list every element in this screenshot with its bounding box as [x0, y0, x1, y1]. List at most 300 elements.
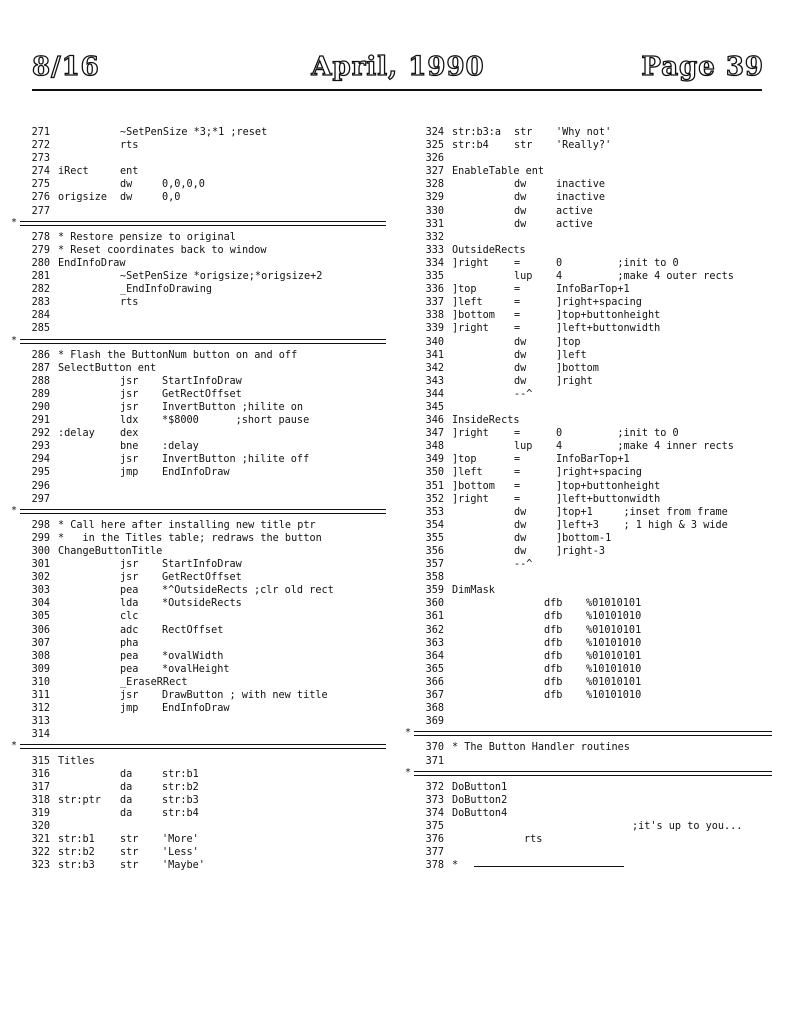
code-opcode: pha: [120, 637, 139, 649]
code-label: ]bottom: [452, 310, 495, 322]
line-number: 369: [425, 716, 444, 728]
line-number: 309: [31, 663, 50, 675]
code-line: [414, 218, 786, 231]
code-operand: 'More': [162, 834, 199, 846]
code-opcode: jmp: [120, 703, 139, 715]
code-opcode: dex: [120, 428, 139, 440]
code-line: [414, 362, 786, 375]
code-opcode: ~SetPenSize *3;*1 ;reset: [120, 127, 268, 138]
line-number: 303: [31, 585, 50, 597]
code-text: OutsideRects: [452, 244, 526, 256]
code-opcode: dfb: [544, 611, 563, 623]
code-line: [414, 322, 786, 335]
line-number: 347: [425, 428, 444, 440]
code-line: [414, 545, 786, 558]
code-line: [414, 558, 786, 571]
line-number: 307: [31, 637, 50, 649]
code-line: [20, 532, 400, 545]
line-number: 337: [425, 297, 444, 309]
code-opcode: dfb: [544, 598, 563, 610]
line-number: 320: [31, 820, 50, 832]
code-text: InsideRects: [452, 415, 520, 427]
line-number: 351: [425, 480, 444, 492]
line-number: 294: [31, 454, 50, 466]
line-number: 376: [425, 834, 444, 846]
line-number: 357: [425, 559, 444, 571]
code-opcode: str: [120, 847, 139, 859]
separator-rule: [20, 506, 400, 519]
code-line: [20, 571, 400, 584]
line-number: 278: [31, 231, 50, 243]
code-line: [20, 205, 400, 218]
code-opcode: jsr: [120, 401, 139, 413]
code-operand: EndInfoDraw: [162, 703, 230, 715]
code-opcode: jsr: [120, 572, 139, 584]
code-line: [414, 597, 786, 610]
code-opcode: ~SetPenSize *origsize;*origsize+2: [120, 271, 323, 283]
code-line: [414, 532, 786, 545]
code-line: [20, 637, 400, 650]
line-number: 340: [425, 336, 444, 348]
code-line: [20, 126, 400, 139]
code-line: [20, 178, 400, 191]
line-number: 289: [31, 388, 50, 400]
code-operand: str:b3: [162, 794, 199, 806]
line-number: 341: [425, 349, 444, 361]
code-opcode: jsr: [120, 559, 139, 571]
line-number: 280: [31, 257, 50, 269]
line-number: 282: [31, 284, 50, 296]
code-line: [20, 401, 400, 414]
separator-rule: [414, 768, 786, 781]
code-text: *: [452, 860, 459, 872]
line-number: 332: [425, 231, 444, 243]
line-number: 279: [31, 244, 50, 256]
line-number: 360: [425, 598, 444, 610]
code-opcode: =: [514, 297, 521, 309]
line-number: 298: [31, 519, 50, 531]
code-line: [414, 833, 786, 846]
code-line: [414, 807, 786, 820]
code-line: [414, 610, 786, 623]
code-line: [414, 453, 786, 466]
code-line: [20, 257, 400, 270]
code-operand: 'Maybe': [162, 860, 205, 872]
line-number: 297: [31, 493, 50, 505]
code-operand: 'Why not': [556, 127, 612, 138]
code-text: * Restore pensize to original: [58, 231, 236, 243]
code-opcode: rts: [120, 297, 139, 309]
code-label: ]right: [452, 323, 489, 335]
code-label: ]left: [452, 297, 483, 309]
code-opcode: --^: [514, 559, 533, 571]
code-operand: StartInfoDraw: [162, 375, 242, 387]
code-operand: str:b4: [162, 807, 199, 819]
line-number: 345: [425, 401, 444, 413]
line-number: 344: [425, 388, 444, 400]
code-operand: GetRectOffset: [162, 572, 242, 584]
code-label: str:b3: [58, 860, 95, 872]
code-line: [20, 322, 400, 335]
code-line: [20, 663, 400, 676]
code-line: [414, 257, 786, 270]
code-operand: str:b2: [162, 781, 199, 793]
code-line: [20, 768, 400, 781]
code-operand: InfoBarTop+1: [556, 454, 630, 466]
separator-rule: [20, 218, 400, 231]
code-line: [20, 283, 400, 296]
code-line: [20, 755, 400, 768]
code-line: [414, 205, 786, 218]
code-opcode: =: [514, 467, 521, 479]
line-number: 273: [31, 153, 50, 165]
code-opcode: jsr: [120, 388, 139, 400]
code-opcode: dfb: [544, 650, 563, 662]
code-line: [414, 139, 786, 152]
code-operand: active: [556, 218, 593, 230]
code-opcode: =: [514, 480, 521, 492]
code-line: [414, 152, 786, 165]
code-line: [20, 794, 400, 807]
line-number: 367: [425, 690, 444, 702]
code-opcode: dfb: [544, 663, 563, 675]
code-line: [414, 427, 786, 440]
code-label: origsize: [58, 192, 108, 204]
code-line: [414, 493, 786, 506]
code-text: SelectButton ent: [58, 362, 157, 374]
code-operand: InfoBarTop+1: [556, 284, 630, 296]
code-line: [20, 231, 400, 244]
code-text: ChangeButtonTitle: [58, 546, 163, 557]
code-opcode: dfb: [544, 637, 563, 649]
line-number: 316: [31, 768, 50, 780]
code-opcode: str: [514, 127, 533, 138]
code-line: [20, 807, 400, 820]
code-line: [20, 296, 400, 309]
code-operand: ]bottom: [556, 362, 599, 374]
code-opcode: dfb: [544, 624, 563, 636]
code-opcode: dw: [514, 179, 527, 191]
line-number: 300: [31, 546, 50, 557]
line-number: 287: [31, 362, 50, 374]
code-line: [414, 702, 786, 715]
separator-rule: [20, 336, 400, 349]
end-rule: [474, 866, 624, 867]
line-number: 364: [425, 650, 444, 662]
code-operand: DrawButton ; with new title: [162, 690, 328, 702]
header-page-number: Page 39: [641, 52, 764, 82]
code-opcode: dw: [514, 546, 527, 557]
code-text: DoButton4: [452, 807, 508, 819]
code-line: [414, 676, 786, 689]
line-number: 377: [425, 847, 444, 859]
code-opcode: --^: [514, 388, 533, 400]
code-line: [20, 519, 400, 532]
code-line: [20, 493, 400, 506]
code-text: * Flash the ButtonNum button on and off: [58, 349, 298, 361]
line-number: 313: [31, 716, 50, 728]
code-line: [20, 270, 400, 283]
code-operand: 0,0,0,0: [162, 179, 205, 191]
header-date: April, 1990: [311, 52, 485, 82]
line-number: 326: [425, 153, 444, 165]
code-operand: %01010101: [586, 598, 642, 610]
line-number: 296: [31, 480, 50, 492]
line-number: 274: [31, 166, 50, 178]
code-operand: RectOffset: [162, 624, 224, 636]
code-operand: 'Really?': [556, 140, 612, 152]
code-opcode: clc: [120, 611, 139, 623]
code-opcode: da: [120, 807, 133, 819]
code-operand: *OutsideRects: [162, 598, 242, 610]
code-opcode: lda: [120, 598, 139, 610]
code-line: [20, 362, 400, 375]
code-line: [20, 676, 400, 689]
line-number: 350: [425, 467, 444, 479]
code-label: str:b3:a: [452, 127, 502, 138]
code-line: [414, 244, 786, 257]
line-number: 292: [31, 428, 50, 440]
code-line: [20, 728, 400, 741]
code-operand: %10101010: [586, 637, 642, 649]
line-number: 327: [425, 166, 444, 178]
code-line: [20, 833, 400, 846]
line-number: 286: [31, 349, 50, 361]
code-opcode: lup: [514, 271, 533, 283]
code-line: [414, 624, 786, 637]
code-comment: ;it's up to you...: [632, 820, 743, 832]
code-line: [414, 309, 786, 322]
code-text: * in the Titles table; redraws the button: [58, 532, 322, 544]
code-line: [414, 571, 786, 584]
line-number: 277: [31, 205, 50, 217]
code-line: [414, 755, 786, 768]
line-number: 319: [31, 807, 50, 819]
code-line: [414, 846, 786, 859]
separator-rule: [414, 728, 786, 741]
code-opcode: dw: [514, 532, 527, 544]
code-line: [414, 231, 786, 244]
code-operand: *ovalHeight: [162, 663, 230, 675]
line-number: 305: [31, 611, 50, 623]
code-line: [20, 453, 400, 466]
code-operand: rts: [524, 834, 543, 846]
line-number: 308: [31, 650, 50, 662]
code-label: str:b1: [58, 834, 95, 846]
code-label: ]right: [452, 428, 489, 440]
code-line: [414, 375, 786, 388]
page-header: [32, 52, 764, 92]
line-number: 378: [425, 860, 444, 872]
code-line: [414, 283, 786, 296]
code-opcode: pea: [120, 585, 139, 597]
code-opcode: dw: [514, 519, 527, 531]
code-opcode: str: [514, 140, 533, 152]
header-rule: [32, 89, 762, 91]
code-line: [20, 152, 400, 165]
line-number: 352: [425, 493, 444, 505]
code-operand: GetRectOffset: [162, 388, 242, 400]
code-operand: ]bottom-1: [556, 532, 612, 544]
line-number: 312: [31, 703, 50, 715]
line-number: 275: [31, 179, 50, 191]
code-opcode: dw: [120, 192, 133, 204]
code-column-right: [414, 126, 786, 872]
line-number: 359: [425, 585, 444, 597]
code-line: [20, 388, 400, 401]
code-opcode: ent: [120, 166, 139, 178]
code-opcode: dw: [514, 336, 527, 348]
code-opcode: lup: [514, 441, 533, 453]
code-line: [20, 191, 400, 204]
code-line: [20, 545, 400, 558]
code-line: [414, 820, 786, 833]
code-operand: StartInfoDraw: [162, 559, 242, 571]
code-line: [20, 165, 400, 178]
code-opcode: =: [514, 454, 521, 466]
code-line: [414, 388, 786, 401]
code-operand: :delay: [162, 441, 199, 453]
code-operand: %10101010: [586, 663, 642, 675]
code-operand: ]top+buttonheight: [556, 310, 661, 322]
code-label: str:b2: [58, 847, 95, 859]
code-line: [20, 820, 400, 833]
code-operand: *$8000 ;short pause: [162, 415, 310, 427]
separator-rule: [20, 741, 400, 754]
code-operand: *^OutsideRects ;clr old rect: [162, 585, 334, 597]
code-line: [414, 191, 786, 204]
code-opcode: =: [514, 323, 521, 335]
code-line: [414, 663, 786, 676]
line-number: 365: [425, 663, 444, 675]
code-operand: %01010101: [586, 676, 642, 688]
code-opcode: =: [514, 310, 521, 322]
line-number: 324: [425, 127, 444, 138]
code-line: [414, 414, 786, 427]
line-number: 343: [425, 375, 444, 387]
code-line: [20, 480, 400, 493]
code-operand: %10101010: [586, 611, 642, 623]
line-number: 328: [425, 179, 444, 191]
code-line: [20, 414, 400, 427]
line-number: 311: [31, 690, 50, 702]
code-line: [20, 610, 400, 623]
code-text: * Call here after installing new title ptr: [58, 519, 316, 531]
code-label: ]right: [452, 257, 489, 269]
code-opcode: da: [120, 781, 133, 793]
line-number: 304: [31, 598, 50, 610]
line-number: 299: [31, 532, 50, 544]
code-operand: ]right-3: [556, 546, 606, 557]
code-operand: 4 ;make 4 inner rects: [556, 441, 734, 453]
code-line: [20, 702, 400, 715]
code-line: [20, 859, 400, 872]
line-number: 354: [425, 519, 444, 531]
line-number: 310: [31, 676, 50, 688]
line-number: 335: [425, 271, 444, 283]
line-number: 272: [31, 140, 50, 152]
line-number: 306: [31, 624, 50, 636]
code-opcode: dw: [514, 205, 527, 217]
code-line: [414, 506, 786, 519]
code-label: ]top: [452, 284, 477, 296]
line-number: 276: [31, 192, 50, 204]
code-operand: %01010101: [586, 624, 642, 636]
code-operand: InvertButton ;hilite off: [162, 454, 310, 466]
code-line: [20, 584, 400, 597]
code-operand: inactive: [556, 179, 606, 191]
code-label: ]bottom: [452, 480, 495, 492]
code-operand: ]left+buttonwidth: [556, 323, 661, 335]
code-line: [414, 296, 786, 309]
code-operand: ]left+buttonwidth: [556, 493, 661, 505]
code-operand: ]left+3 ; 1 high & 3 wide: [556, 519, 728, 531]
code-line: [414, 401, 786, 414]
line-number: 373: [425, 794, 444, 806]
code-line: [20, 624, 400, 637]
line-number: 281: [31, 271, 50, 283]
code-operand: InvertButton ;hilite on: [162, 401, 304, 413]
code-line: [20, 715, 400, 728]
code-opcode: dw: [514, 362, 527, 374]
code-line: [414, 165, 786, 178]
code-operand: EndInfoDraw: [162, 467, 230, 479]
code-line: [414, 715, 786, 728]
code-opcode: =: [514, 257, 521, 269]
code-operand: ]right+spacing: [556, 467, 642, 479]
line-number: 346: [425, 415, 444, 427]
code-label: ]left: [452, 467, 483, 479]
code-operand: ]right+spacing: [556, 297, 642, 309]
code-line: [20, 558, 400, 571]
line-number: 361: [425, 611, 444, 623]
code-opcode: dw: [514, 218, 527, 230]
line-number: 318: [31, 794, 50, 806]
code-line: [20, 309, 400, 322]
line-number: 315: [31, 755, 50, 767]
code-opcode: adc: [120, 624, 139, 636]
code-opcode: jsr: [120, 454, 139, 466]
code-label: :delay: [58, 428, 95, 440]
line-number: 314: [31, 729, 50, 741]
code-line: [414, 741, 786, 754]
header-issue-number: 8/16: [32, 52, 100, 82]
code-opcode: _EraseRRect: [120, 676, 188, 688]
line-number: 290: [31, 401, 50, 413]
code-line: [414, 480, 786, 493]
code-line: [414, 781, 786, 794]
code-opcode: dw: [514, 349, 527, 361]
code-line: [20, 244, 400, 257]
code-opcode: dw: [514, 192, 527, 204]
code-line: [20, 440, 400, 453]
line-number: 336: [425, 284, 444, 296]
code-line: [20, 427, 400, 440]
line-number: 302: [31, 572, 50, 584]
code-line: [414, 637, 786, 650]
code-opcode: jsr: [120, 375, 139, 387]
code-text: Titles: [58, 755, 95, 767]
line-number: 368: [425, 703, 444, 715]
code-text: DoButton2: [452, 794, 508, 806]
line-number: 363: [425, 637, 444, 649]
line-number: 372: [425, 781, 444, 793]
code-opcode: dw: [514, 375, 527, 387]
code-line: [414, 178, 786, 191]
line-number: 301: [31, 559, 50, 571]
code-text: * Reset coordinates back to window: [58, 244, 267, 256]
code-operand: ]left: [556, 349, 587, 361]
